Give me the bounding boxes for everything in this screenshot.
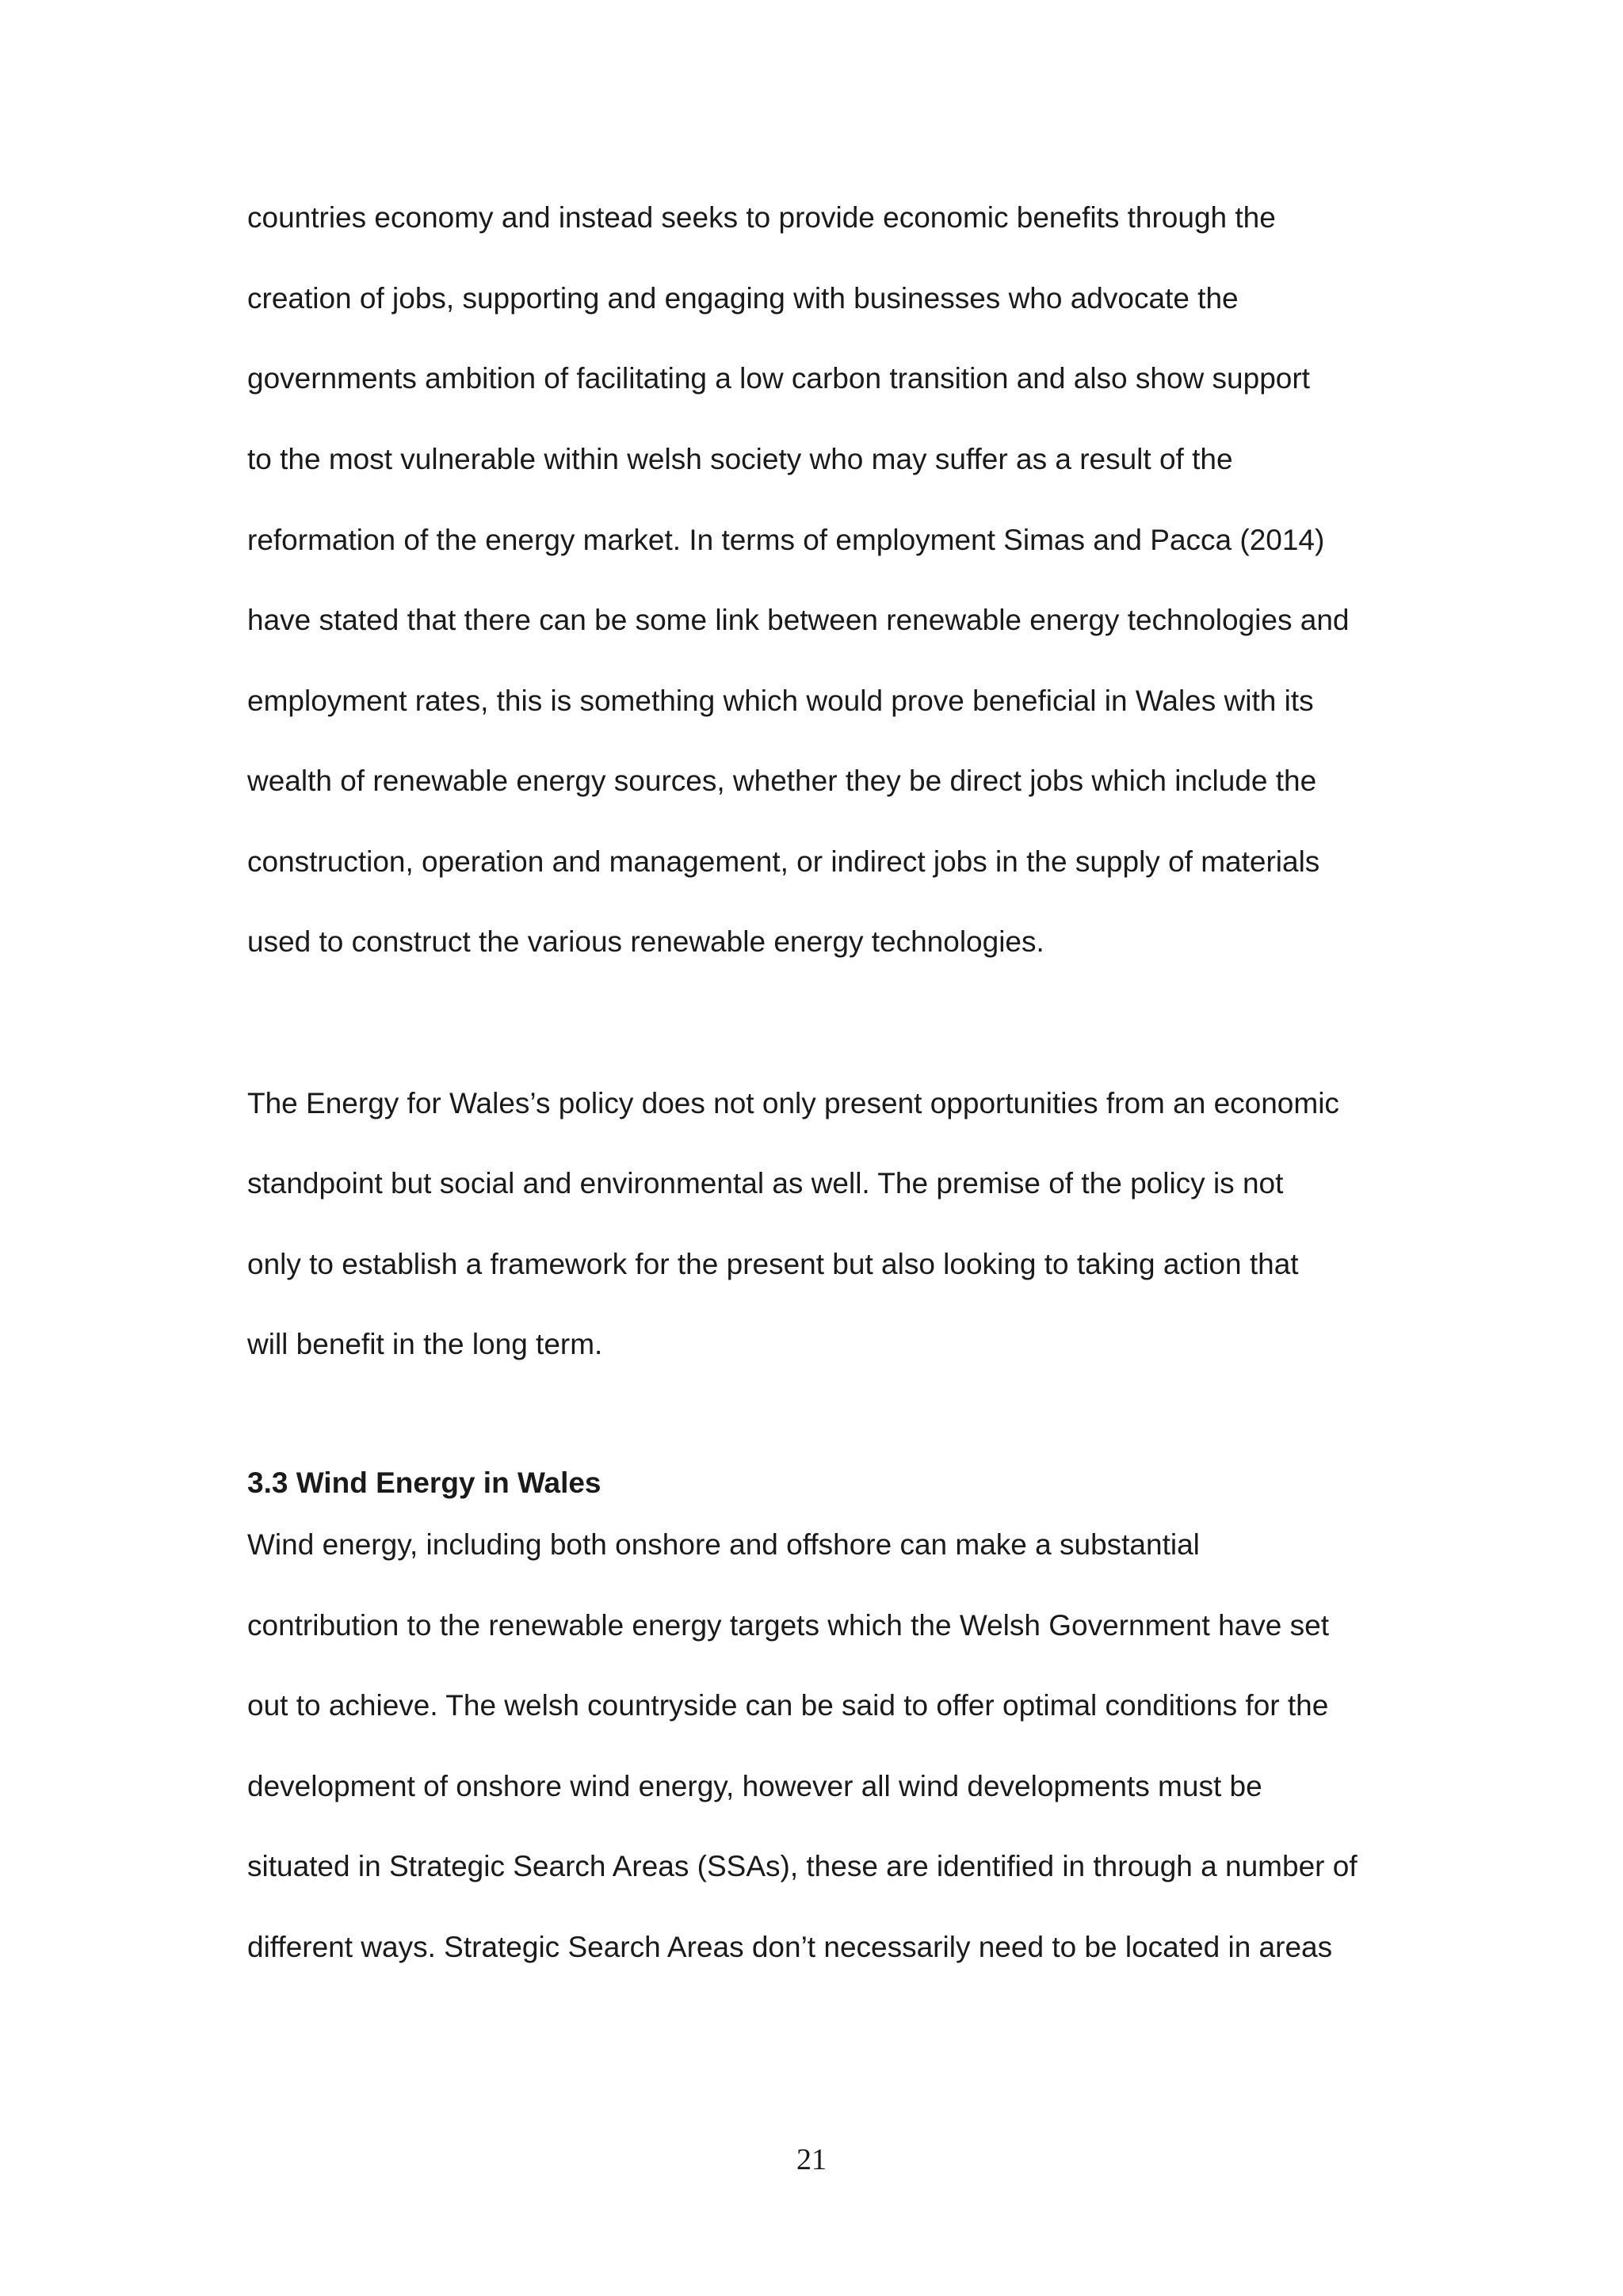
- paragraph-1-line-7: employment rates, this is something which would prove beneficial in Wales with its: [247, 685, 1314, 717]
- section-line-6: different ways. Strategic Search Areas don’t necessarily need to be located in areas: [247, 1931, 1333, 1963]
- paragraph-1-line-1: countries economy and instead seeks to provide economic benefits through the: [247, 201, 1276, 234]
- section-line-5: situated in Strategic Search Areas (SSAs), these are identified in through a number of: [247, 1850, 1358, 1882]
- section-line-4: development of onshore wind energy, however all wind developments must be: [247, 1770, 1262, 1802]
- paragraph-1-line-10: used to construct the various renewable energy technologies.: [247, 925, 1044, 958]
- paragraph-2-line-2: standpoint but social and environmental as well. The premise of the policy is not: [247, 1167, 1284, 1199]
- paragraph-1-line-6: have stated that there can be some link between renewable energy technologies and: [247, 604, 1350, 636]
- paragraph-2-line-1: The Energy for Wales’s policy does not only present opportunities from an economic: [247, 1087, 1339, 1119]
- section-line-1: Wind energy, including both onshore and offshore can make a substantial: [247, 1528, 1200, 1561]
- paragraph-1-line-2: creation of jobs, supporting and engaging with businesses who advocate the: [247, 282, 1239, 315]
- paragraph-1-line-5: reformation of the energy market. In terms of employment Simas and Pacca (2014): [247, 524, 1325, 556]
- paragraph-1-line-3: governments ambition of facilitating a low carbon transition and also show support: [247, 362, 1310, 395]
- paragraph-2-line-4: will benefit in the long term.: [247, 1328, 603, 1360]
- paragraph-1-line-9: construction, operation and management, or indirect jobs in the supply of materials: [247, 845, 1320, 878]
- section-line-2: contribution to the renewable energy targets which the Welsh Government have set: [247, 1609, 1329, 1642]
- section-line-3: out to achieve. The welsh countryside can be said to offer optimal conditions for the: [247, 1689, 1329, 1722]
- paragraph-1-line-8: wealth of renewable energy sources, whether they be direct jobs which include the: [247, 765, 1317, 797]
- paragraph-2-line-3: only to establish a framework for the present but also looking to taking action that: [247, 1248, 1299, 1280]
- section-heading: 3.3 Wind Energy in Wales: [247, 1466, 601, 1499]
- page-number: 21: [796, 2143, 827, 2176]
- paragraph-1-line-4: to the most vulnerable within welsh society who may suffer as a result of the: [247, 443, 1233, 475]
